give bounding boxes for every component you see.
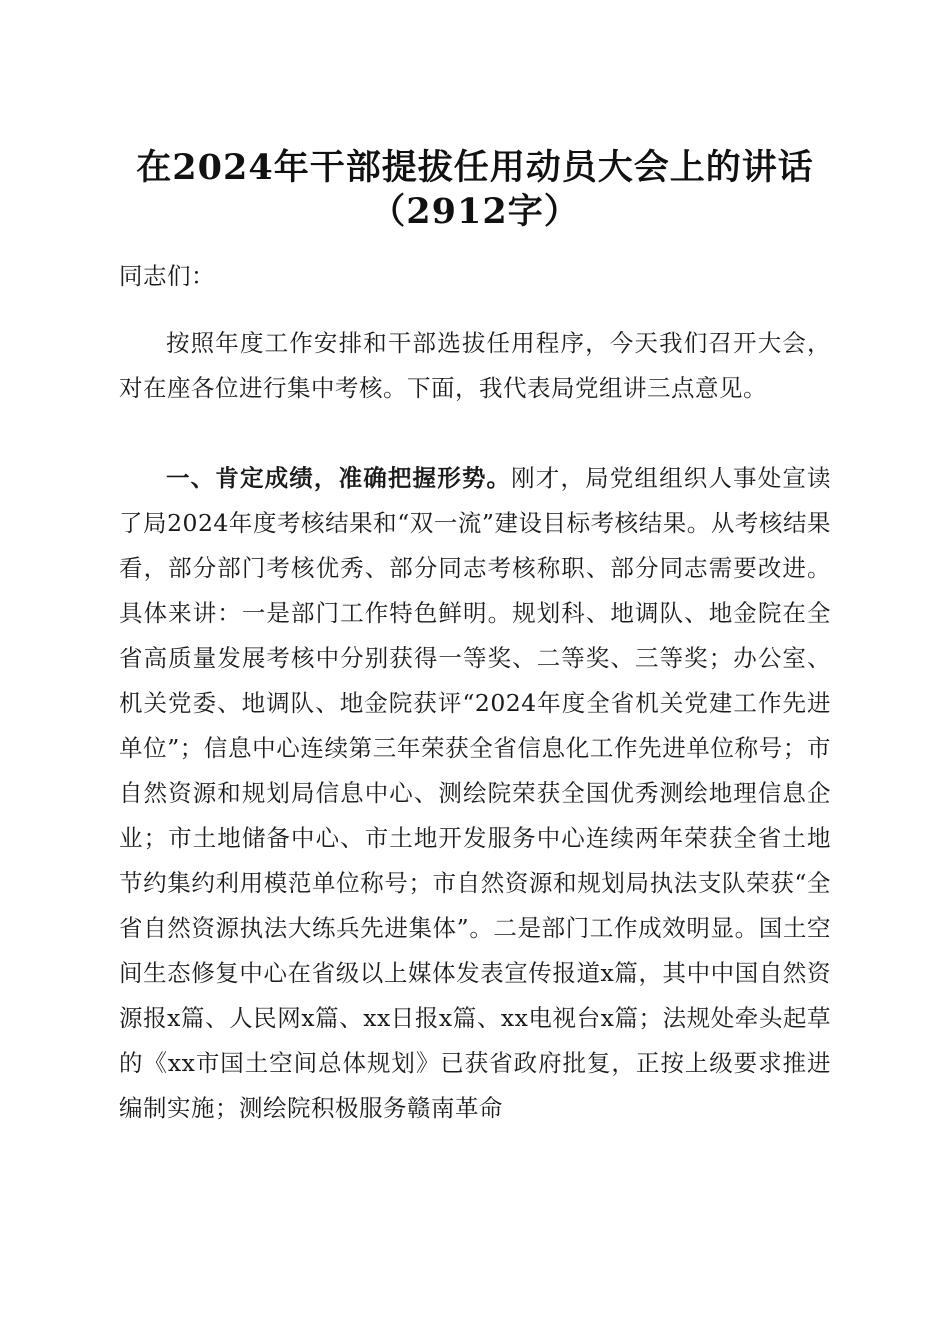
- section-heading: 一、肯定成绩，准确把握形势。: [166, 464, 512, 492]
- paragraph-intro: [119, 321, 831, 411]
- document-subtitle-word-count: （2912字）: [370, 191, 580, 232]
- document-title: 在2024年干部提拔任用动员大会上的讲话: [136, 147, 814, 188]
- salutation: 同志们：: [119, 262, 215, 290]
- paragraph-text: 按照年度工作安排和干部选拔任用程序，今天我们召开大会，对在座各位进行集中考核。下面，我代表局党组讲三点意见。: [119, 329, 831, 402]
- paragraph-section-one: [119, 456, 831, 1131]
- paragraph-text: 刚才，局党组组织人事处宣读了局2024年度考核结果和“双一流”建设目标考核结果。从考核结果看，部分部门考核优秀、部分同志考核称职、部分同志需要改进。具体来讲：一是部门工作特色鲜明。规划科、地调队、地金院在全省高质量发展考核中分别获得一等奖、二等奖、三等奖；办公室、机关党委、地调队、地金院获评“2024年度全省机关党建工作先进单位”；信息中心连续第三年荣获全省信息化工作先进单位称号；市自然资源和规划局信息中心、测绘院荣获全国优秀测绘地理信息企业；市土地储备中心、市土地开发服务中心连续两年荣获全省土地节约集约利用模范单位称号；市自然资源和规划局执法支队荣获“全省自然资源执法大练兵先进集体”。二是部门工作成效明显。国土空间生态修复中心在省级以上媒体发表宣传报道x篇，其中中国自然资源报x篇、人民网x篇、xx日报x篇、xx电视台x篇；法规处牵头起草的《xx市国土空间总体规划》已获省政府批复，正按上级要求推进编制实施；测绘院积极服务赣南革命: [119, 464, 832, 1122]
